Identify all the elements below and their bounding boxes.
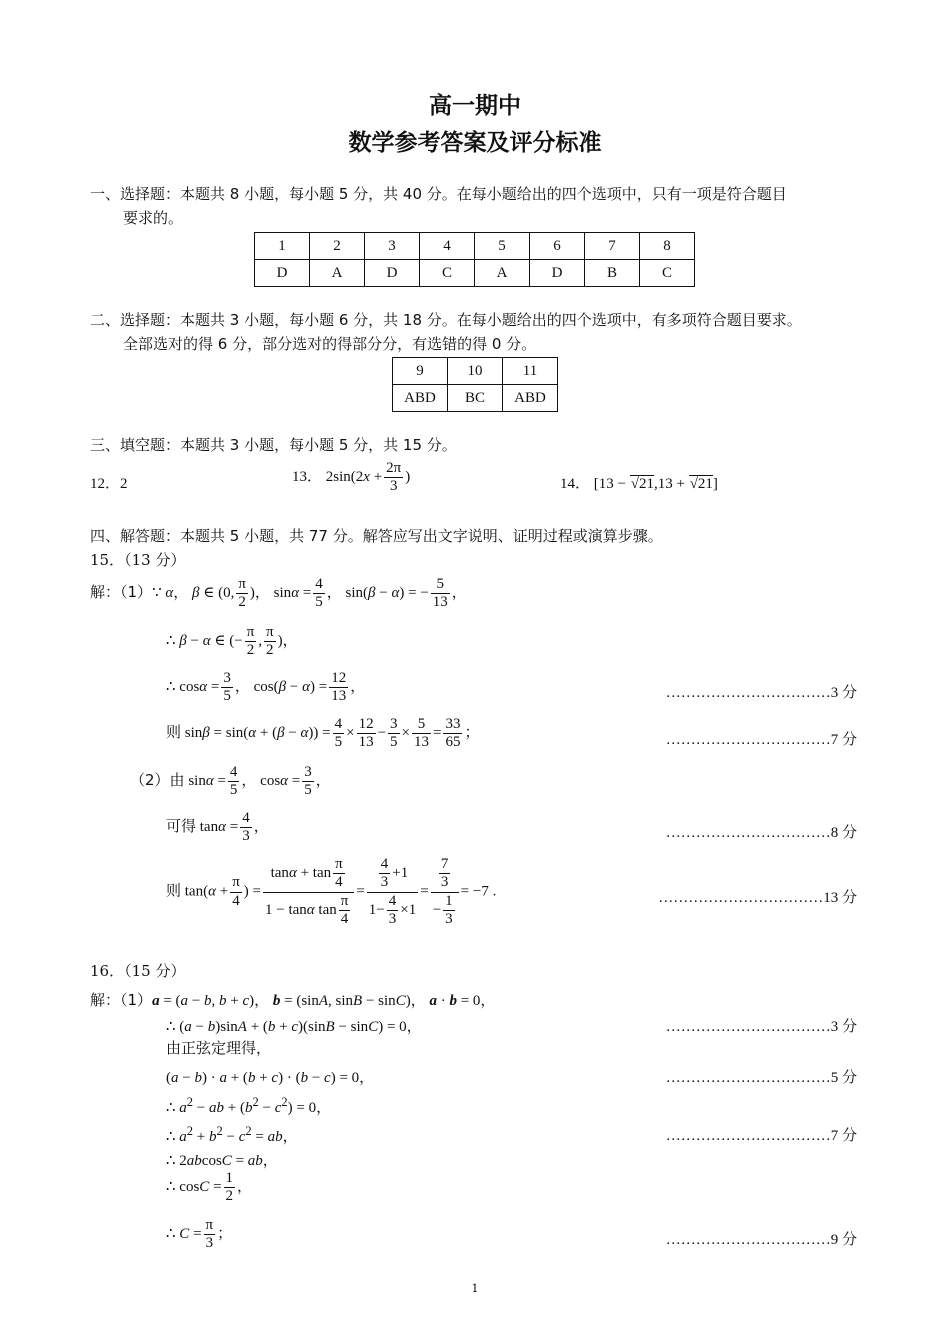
q15-part2-line1: （2）由 sinα = $\frac{4}{5}$ ， cosα = $\frac{3}{5}$ ， bbox=[130, 764, 331, 799]
section4-heading: 四、解答题：本题共 5 小题，共 77 分。解答应写出文字说明、证明过程或演算步骤。 bbox=[90, 527, 663, 545]
section3-heading: 三、填空题：本题共 3 小题，每小题 5 分，共 15 分。 bbox=[90, 436, 457, 454]
table-cell: D bbox=[255, 260, 310, 287]
score-3: ……………………………3 分 bbox=[665, 685, 857, 701]
table-cell: 2 bbox=[310, 233, 365, 260]
table-cell: A bbox=[310, 260, 365, 287]
question-16-label: 16．（15 分） bbox=[90, 962, 186, 980]
table-cell: 3 bbox=[365, 233, 420, 260]
table-row bbox=[255, 233, 695, 260]
table-cell: 1 bbox=[255, 233, 310, 260]
score-16-3: ……………………………3 分 bbox=[665, 1019, 857, 1035]
q15-line1: 解：（1）∵ α， β ∈ (0, $\frac{\pi}{2}$ )， sinα = $\frac{4}{5}$ ， sin(β − α) = − $\frac{5}{13}$ ， bbox=[90, 576, 467, 611]
q16-line5: ∴ $a^2$ − ab + $(b^2 - c^2) = 0$， bbox=[166, 1095, 332, 1116]
score-16-9: ……………………………9 分 bbox=[665, 1232, 857, 1248]
score-7: ……………………………7 分 bbox=[665, 732, 857, 748]
q16-line1: 解：（1）a = (a − b, b + c)， b = (sinA, sinB − sinC)， a · b = 0， bbox=[90, 991, 496, 1009]
page-title: 高一期中 bbox=[429, 93, 521, 119]
table-cell: B bbox=[585, 260, 640, 287]
table-row bbox=[255, 260, 695, 287]
table-cell: 9 bbox=[393, 358, 448, 385]
page-number: 1 bbox=[471, 1282, 479, 1295]
answer-table-2 bbox=[392, 357, 558, 412]
table-cell: ABD bbox=[503, 385, 558, 412]
q15-line2: ∴ β − α ∈ (− $\frac{\pi}{2}$ , $\frac{\pi}{2}$ )， bbox=[166, 624, 298, 659]
table-cell: 4 bbox=[420, 233, 475, 260]
q16-line8: ∴ cosC = $\frac{1}{2}$ ， bbox=[166, 1170, 253, 1205]
table-cell: ABD bbox=[393, 385, 448, 412]
table-cell: A bbox=[475, 260, 530, 287]
table-cell: C bbox=[640, 260, 695, 287]
score-16-5: ……………………………5 分 bbox=[665, 1070, 857, 1086]
section2-heading: 二、选择题：本题共 3 小题，每小题 6 分，共 18 分。在每小题给出的四个选项中，有多项符合题目要求。 bbox=[90, 311, 802, 329]
table-row bbox=[393, 385, 558, 412]
page-subtitle: 数学参考答案及评分标准 bbox=[348, 130, 602, 156]
score-16-7: ……………………………7 分 bbox=[665, 1128, 857, 1144]
q16-line7: ∴ 2abcosC = ab， bbox=[166, 1153, 278, 1169]
answer-14: 14． [13 − √21,13 + √21] bbox=[560, 476, 718, 492]
score-8: ……………………………8 分 bbox=[665, 825, 857, 841]
section1-heading-cont: 要求的。 bbox=[123, 209, 184, 227]
table-cell: 7 bbox=[585, 233, 640, 260]
q15-part2-line3: 则 tan(α + $\frac{\pi}{4}$ ) = tanα + tan $\frac{\pi}{4}$ 1 − tanα tan $\frac{\pi}{4}$ = $\frac{4}{3}$ +1 1− $\frac{4}{3}$ ×1 = $\frac{7}{3}$ − $\frac{1}{3}$ = −7 . bbox=[166, 856, 497, 927]
q16-line4: (a − b) · a + (b + c) · (b − c) = 0， bbox=[166, 1070, 375, 1086]
score-13: ……………………………13 分 bbox=[658, 890, 857, 906]
table-cell: 11 bbox=[503, 358, 558, 385]
q15-line3: ∴ cosα = $\frac{3}{5}$ ， cos(β − α) = $\frac{12}{13}$ ， bbox=[166, 670, 366, 705]
section1-heading: 一、选择题：本题共 8 小题，每小题 5 分，共 40 分。在每小题给出的四个选项中，只有一项是符合题目 bbox=[90, 185, 787, 203]
q16-line6: ∴ $a^2 + b^2 - c^2$ = ab， bbox=[166, 1124, 298, 1145]
table-cell: D bbox=[365, 260, 420, 287]
answer-12: 12．2 bbox=[90, 476, 128, 492]
q16-line2: ∴ (a − b)sinA + (b + c)(sinB − sinC) = 0， bbox=[166, 1019, 422, 1035]
table-cell: BC bbox=[448, 385, 503, 412]
table-cell: 5 bbox=[475, 233, 530, 260]
q15-part2-line2: 可得 tanα = $\frac{4}{3}$ ， bbox=[166, 810, 269, 845]
q16-line3: 由正弦定理得， bbox=[166, 1039, 272, 1057]
section2-heading-cont: 全部选对的得 6 分，部分选对的得部分分，有选错的得 0 分。 bbox=[123, 335, 537, 353]
table-cell: 6 bbox=[530, 233, 585, 260]
answer-table-1 bbox=[254, 232, 695, 287]
table-cell: D bbox=[530, 260, 585, 287]
question-15-label: 15．（13 分） bbox=[90, 551, 186, 569]
q16-line9: ∴ C = $\frac{\pi}{3}$ ； bbox=[166, 1217, 233, 1252]
table-cell: C bbox=[420, 260, 475, 287]
answer-13: 13． 2sin(2x + $\frac{2\pi}{3}$ ) bbox=[292, 460, 411, 495]
table-row bbox=[393, 358, 558, 385]
q15-line4: 则 sinβ = sin(α + (β − α)) = $\frac{4}{5}$ × $\frac{12}{13}$ − $\frac{3}{5}$ × $\frac{5}{13}$ = $\frac{33}{65}$ ； bbox=[166, 716, 480, 751]
table-cell: 8 bbox=[640, 233, 695, 260]
table-cell: 10 bbox=[448, 358, 503, 385]
